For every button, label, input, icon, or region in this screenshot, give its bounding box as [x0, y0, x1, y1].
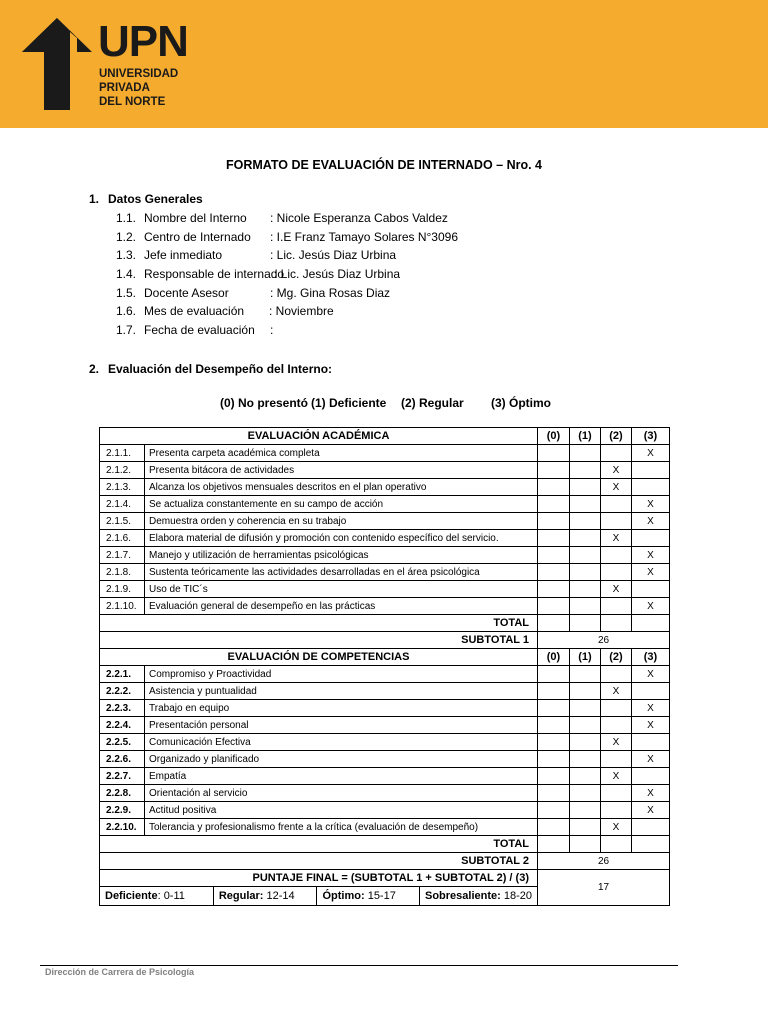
table-row [100, 530, 670, 547]
score-mark [570, 751, 601, 768]
score-mark [538, 666, 570, 683]
score-mark [632, 768, 670, 785]
academic-subtotal-row [100, 632, 670, 649]
subtotal-label: SUBTOTAL 2 [100, 853, 538, 870]
item-number: 2.1.3. [100, 479, 145, 496]
logo-sub-line: DEL NORTE [99, 96, 166, 108]
score-mark: X [632, 785, 670, 802]
score-mark [538, 496, 570, 513]
item-description: Sustenta teóricamente las actividades desarrolladas en el área psicológica [145, 564, 538, 581]
score-mark [570, 530, 601, 547]
score-mark [570, 496, 601, 513]
score-mark [538, 751, 570, 768]
score-mark: X [632, 700, 670, 717]
item-number: 2.2.5. [100, 734, 145, 751]
item-number: 2.1.4. [100, 496, 145, 513]
column-header: (3) [632, 649, 670, 666]
score-mark [570, 598, 601, 615]
column-header: (3) [632, 428, 670, 445]
final-score-label: PUNTAJE FINAL = (SUBTOTAL 1 + SUBTOTAL 2) / (3) [100, 870, 538, 887]
footer-divider [40, 965, 678, 966]
score-mark [601, 666, 632, 683]
general-num: 1.6. [116, 304, 137, 319]
score-mark [538, 564, 570, 581]
item-description: Evaluación general de desempeño en las prácticas [145, 598, 538, 615]
document-title: FORMATO DE EVALUACIÓN DE INTERNADO – Nro. 4 [226, 158, 542, 172]
general-label: Responsable de internado [144, 267, 285, 282]
total-cell [601, 836, 632, 853]
item-description: Uso de TIC´s [145, 581, 538, 598]
grading-range-value: 15-17 [364, 890, 396, 902]
scale-legend-2: (2) Regular [401, 396, 464, 410]
grading-range-label: Óptimo: [322, 890, 365, 902]
general-value: : Lic. Jesús Diaz Urbina [270, 248, 397, 263]
general-label: Jefe inmediato [144, 248, 223, 263]
score-mark [601, 547, 632, 564]
column-header: (2) [601, 649, 632, 666]
item-number: 2.1.8. [100, 564, 145, 581]
score-mark: X [632, 547, 670, 564]
score-mark [570, 666, 601, 683]
score-mark [538, 462, 570, 479]
general-num: 1.4. [116, 267, 137, 282]
score-mark: X [632, 598, 670, 615]
item-description: Comunicación Efectiva [145, 734, 538, 751]
table-row [100, 819, 670, 836]
score-mark: X [601, 530, 632, 547]
score-mark: X [632, 802, 670, 819]
score-mark [632, 683, 670, 700]
total-cell [570, 836, 601, 853]
score-mark [632, 479, 670, 496]
score-mark [601, 513, 632, 530]
score-mark [601, 802, 632, 819]
score-mark [538, 513, 570, 530]
general-label: Nombre del Interno [144, 211, 247, 225]
item-number: 2.1.6. [100, 530, 145, 547]
subtotal-label: SUBTOTAL 1 [100, 632, 538, 649]
score-mark [570, 564, 601, 581]
score-mark: X [632, 564, 670, 581]
grading-ranges-table [100, 887, 537, 905]
table-row [100, 496, 670, 513]
table-row [100, 751, 670, 768]
item-number: 2.2.8. [100, 785, 145, 802]
table-row [100, 479, 670, 496]
general-label: Centro de Internado [144, 229, 251, 244]
score-mark [570, 479, 601, 496]
item-description: Elabora material de difusión y promoción con contenido específico del servicio. [145, 530, 538, 547]
total-cell [632, 836, 670, 853]
score-mark: X [601, 768, 632, 785]
logo-sub-line: PRIVADA [99, 82, 150, 94]
section-1-number: 1. [89, 192, 100, 206]
score-mark: X [601, 479, 632, 496]
total-label: TOTAL [100, 836, 538, 853]
table-row [100, 581, 670, 598]
score-mark: X [601, 819, 632, 836]
score-mark [570, 819, 601, 836]
general-label: Mes de evaluación [144, 304, 245, 319]
score-mark [538, 717, 570, 734]
total-cell [538, 615, 570, 632]
academic-header-row [100, 428, 670, 445]
score-mark [601, 785, 632, 802]
item-number: 2.2.10. [100, 819, 145, 836]
score-mark [601, 717, 632, 734]
item-description: Orientación al servicio [145, 785, 538, 802]
item-description: Manejo y utilización de herramientas psicológicas [145, 547, 538, 564]
upn-arrow-logo-icon [22, 18, 92, 110]
total-cell [601, 615, 632, 632]
item-description: Demuestra orden y coherencia en su trabajo [145, 513, 538, 530]
score-mark [632, 462, 670, 479]
grading-range-label: Regular: [218, 890, 264, 902]
general-num: 1.3. [116, 248, 137, 263]
item-number: 2.2.6. [100, 751, 145, 768]
section-2-title: Evaluación del Desempeño del Interno: [108, 362, 333, 376]
section-2-number: 2. [89, 362, 100, 376]
item-description: Empatía [145, 768, 538, 785]
item-description: Tolerancia y profesionalismo frente a la crítica (evaluación de desempeño) [145, 819, 538, 836]
score-mark [570, 768, 601, 785]
score-mark [538, 598, 570, 615]
item-description: Actitud positiva [145, 802, 538, 819]
item-number: 2.1.2. [100, 462, 145, 479]
general-num: 1.1. [116, 211, 137, 225]
item-description: Asistencia y puntualidad [145, 683, 538, 700]
score-mark: X [632, 513, 670, 530]
general-num: 1.5. [116, 285, 137, 300]
evaluation-table [99, 427, 670, 906]
item-number: 2.2.7. [100, 768, 145, 785]
score-mark [538, 802, 570, 819]
score-mark [538, 734, 570, 751]
footer-text: Dirección de Carrera de Psicología [45, 967, 195, 977]
final-score-value: 17 [538, 870, 670, 906]
academic-total-row [100, 615, 670, 632]
column-header: (0) [538, 649, 570, 666]
score-mark: X [601, 581, 632, 598]
total-cell [632, 615, 670, 632]
item-description: Se actualiza constantemente en su campo de acción [145, 496, 538, 513]
grading-range-value: 12-14 [263, 890, 295, 902]
score-mark: X [601, 683, 632, 700]
score-mark: X [632, 717, 670, 734]
score-mark [601, 445, 632, 462]
score-mark [570, 802, 601, 819]
score-mark [538, 819, 570, 836]
general-value: : Nicole Esperanza Cabos Valdez [270, 211, 448, 225]
section-1-title: Datos Generales [108, 192, 203, 206]
score-mark [570, 581, 601, 598]
item-number: 2.1.10. [100, 598, 145, 615]
score-mark [538, 547, 570, 564]
score-mark [538, 785, 570, 802]
subtotal-value: 26 [538, 632, 670, 649]
score-mark [570, 547, 601, 564]
table-row [100, 598, 670, 615]
logo-subtitle [99, 67, 178, 109]
table-row [100, 785, 670, 802]
table-row [100, 445, 670, 462]
score-mark [632, 819, 670, 836]
column-header: (0) [538, 428, 570, 445]
score-mark: X [632, 666, 670, 683]
table-row [100, 462, 670, 479]
total-cell [570, 615, 601, 632]
item-number: 2.2.9. [100, 802, 145, 819]
general-num: 1.2. [116, 229, 137, 244]
score-mark [570, 683, 601, 700]
score-mark [601, 598, 632, 615]
scale-legend-0: (0) No presentó [220, 396, 309, 410]
logo-brand: UPN [98, 17, 188, 66]
grading-range-value: 18-20 [500, 890, 532, 902]
item-number: 2.1.7. [100, 547, 145, 564]
logo-sub-line: UNIVERSIDAD [99, 68, 179, 80]
score-mark [538, 530, 570, 547]
subtotal-value: 26 [538, 853, 670, 870]
item-description: Alcanza los objetivos mensuales descritos en el plan operativo [145, 479, 538, 496]
general-label: Docente Asesor [144, 285, 229, 300]
item-description: Presenta carpeta académica completa [145, 445, 538, 462]
header-banner [0, 0, 768, 128]
score-mark [538, 683, 570, 700]
score-mark [538, 479, 570, 496]
score-mark [570, 445, 601, 462]
table-row [100, 802, 670, 819]
grading-range [419, 887, 537, 905]
grading-range-label: Deficiente [105, 890, 158, 902]
table-row [100, 547, 670, 564]
score-mark [538, 768, 570, 785]
score-mark [601, 496, 632, 513]
item-description: Presentación personal [145, 717, 538, 734]
general-value: : Noviembre [269, 304, 334, 319]
score-mark: X [601, 734, 632, 751]
item-number: 2.1.1. [100, 445, 145, 462]
score-mark: X [632, 445, 670, 462]
scale-legend-1: (1) Deficiente [311, 396, 387, 410]
score-mark [632, 581, 670, 598]
score-mark [538, 700, 570, 717]
item-description: Organizado y planificado [145, 751, 538, 768]
score-mark [538, 581, 570, 598]
grading-range-value: : 0-11 [157, 890, 185, 902]
score-mark [570, 717, 601, 734]
table-row [100, 683, 670, 700]
score-mark [538, 445, 570, 462]
final-score-row [100, 870, 670, 887]
table-row [100, 734, 670, 751]
column-header: (2) [601, 428, 632, 445]
grading-range [213, 887, 317, 905]
grading-range [317, 887, 420, 905]
score-mark [632, 530, 670, 547]
score-mark: X [632, 496, 670, 513]
score-mark [601, 751, 632, 768]
evaluation-table-body [100, 428, 670, 906]
general-value: : Lic. Jesús Diaz Urbina [274, 267, 401, 282]
general-value: : I.E Franz Tamayo Solares N°3096 [270, 229, 458, 244]
competencies-header-row [100, 649, 670, 666]
table-row [100, 717, 670, 734]
scale-legend-3: (3) Óptimo [491, 396, 551, 410]
column-header: (1) [570, 649, 601, 666]
general-value: : [270, 323, 274, 338]
grading-range-label: Sobresaliente: [424, 890, 501, 902]
competencies-header: EVALUACIÓN DE COMPETENCIAS [100, 649, 538, 666]
table-row [100, 768, 670, 785]
total-label: TOTAL [100, 615, 538, 632]
table-row [100, 513, 670, 530]
score-mark: X [601, 462, 632, 479]
grading-range [100, 887, 213, 905]
item-number: 2.2.1. [100, 666, 145, 683]
general-label: Fecha de evaluación [144, 323, 255, 338]
total-cell [538, 836, 570, 853]
competencies-subtotal-row [100, 853, 670, 870]
score-mark [632, 734, 670, 751]
general-value: : Mg. Gina Rosas Diaz [270, 285, 391, 300]
item-description: Trabajo en equipo [145, 700, 538, 717]
general-num: 1.7. [116, 323, 137, 338]
item-number: 2.1.5. [100, 513, 145, 530]
score-mark [570, 734, 601, 751]
item-number: 2.1.9. [100, 581, 145, 598]
grading-ranges [100, 887, 538, 906]
column-header: (1) [570, 428, 601, 445]
score-mark [570, 785, 601, 802]
score-mark: X [632, 751, 670, 768]
score-mark [570, 700, 601, 717]
score-mark [570, 513, 601, 530]
table-row [100, 700, 670, 717]
table-row [100, 564, 670, 581]
item-number: 2.2.4. [100, 717, 145, 734]
table-row [100, 666, 670, 683]
item-description: Compromiso y Proactividad [145, 666, 538, 683]
competencies-total-row [100, 836, 670, 853]
item-number: 2.2.2. [100, 683, 145, 700]
academic-header: EVALUACIÓN ACADÉMICA [100, 428, 538, 445]
item-number: 2.2.3. [100, 700, 145, 717]
score-mark [570, 462, 601, 479]
score-mark [601, 564, 632, 581]
item-description: Presenta bitácora de actividades [145, 462, 538, 479]
score-mark [601, 700, 632, 717]
